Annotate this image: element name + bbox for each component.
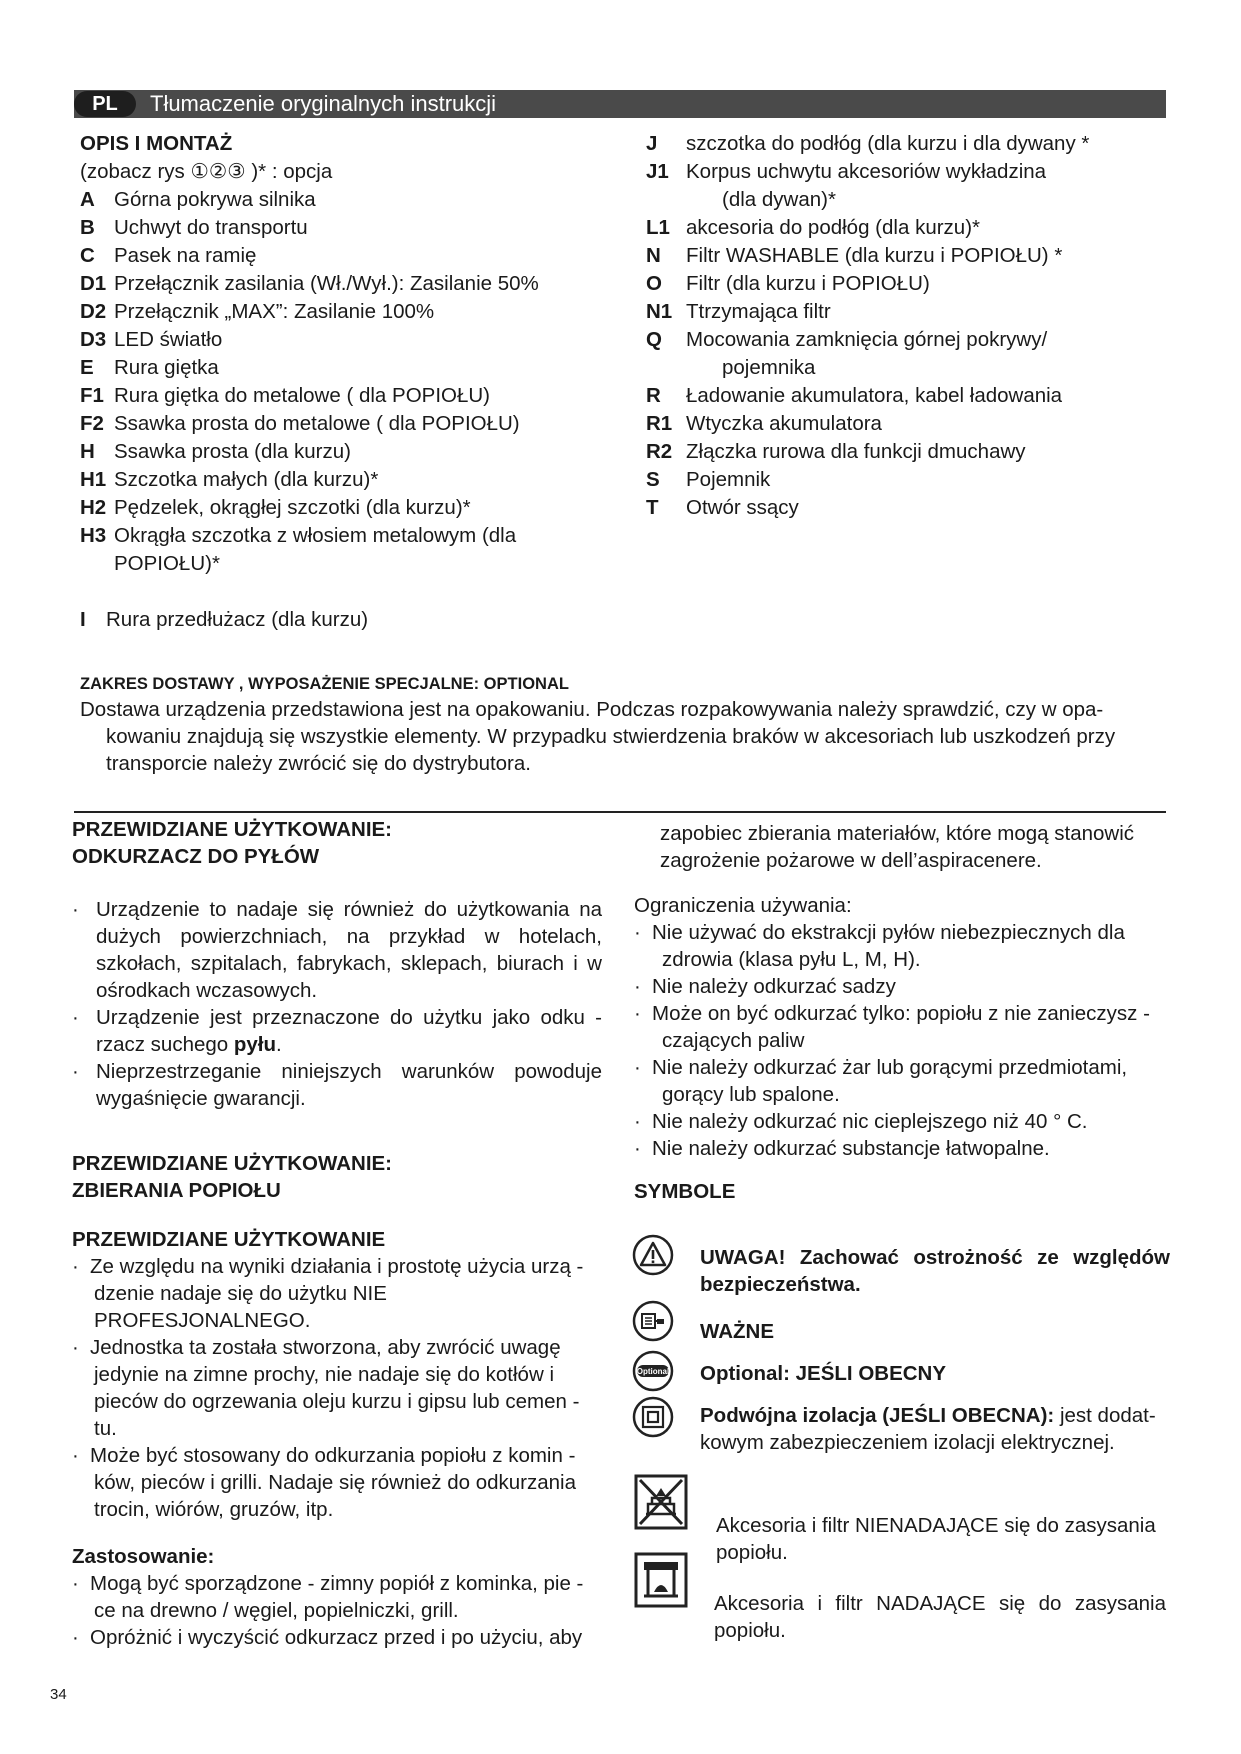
parts-list-item: [80, 494, 600, 522]
item-text: Okrągła szczotka z włosiem metalowym (dla: [114, 524, 517, 547]
item-text: (dla dywan)*: [722, 188, 836, 211]
parts-list-item: [80, 382, 600, 410]
parts-list-item: [80, 242, 600, 270]
parts-list-item: [80, 298, 600, 326]
parts-list-item: [80, 270, 600, 298]
parts-list-item: [646, 410, 1166, 438]
suitable-text-1: Akcesoria i filtr NADAJĄCE się do zasysania: [714, 1592, 1166, 1615]
optional-icon-label: Optional: [636, 1367, 670, 1376]
warning-text-1: UWAGA! Zachować ostrożność ze względów: [700, 1246, 1170, 1269]
parts-list-item: [80, 326, 600, 354]
item-text: Złączka rurowa dla funkcji dmuchawy: [686, 440, 1026, 463]
item-key: O: [646, 272, 662, 295]
text-line: zdrowia (klasa pyłu L, M, H).: [662, 948, 921, 971]
item-text: Rura przedłużacz (dla kurzu): [106, 608, 369, 631]
item-key: J: [646, 132, 658, 155]
parts-list-item: [80, 186, 600, 214]
item-text: pojemnika: [722, 356, 816, 379]
item-key: N1: [646, 300, 673, 323]
parts-list-item: [646, 214, 1166, 242]
parts-list-item: [646, 466, 1166, 494]
item-text: Szczotka małych (dla kurzu)*: [114, 468, 379, 491]
usage1-heading-2: ODKURZACZ DO PYŁÓW: [72, 845, 320, 868]
item-key: D3: [80, 328, 107, 351]
parts-list-item: [646, 326, 1166, 354]
opis-right-list: [646, 130, 1166, 522]
parts-list-item: [646, 382, 1166, 410]
usage3-list: [72, 1253, 602, 1523]
usage1-bullets: [72, 896, 602, 1112]
item-text: akcesoria do podłóg (dla kurzu)*: [686, 216, 980, 239]
usage1-heading-1: PRZEWIDZIANE UŻYTKOWANIE:: [72, 818, 393, 841]
item-key: H2: [80, 496, 107, 519]
warning-icon: [632, 1234, 674, 1276]
double-insulation-text-1: Podwójna izolacja (JEŚLI OBECNA): jest dodat-: [700, 1404, 1156, 1427]
delivery-line-1: Dostawa urządzenia przedstawiona jest na opakowaniu. Podczas rozpakowywania należy sprawdzić, czy w opa-: [80, 698, 1104, 721]
item-text: Rura giętka: [114, 356, 219, 379]
parts-list-item: [80, 354, 600, 382]
item-key: J1: [646, 160, 669, 183]
item-text: Przełącznik „MAX”: Zasilanie 100%: [114, 300, 435, 323]
item-key: C: [80, 244, 95, 267]
item-key: D2: [80, 300, 107, 323]
item-text: Górna pokrywa silnika: [114, 188, 316, 211]
item-text: Ssawka prosta do metalowe ( dla POPIOŁU): [114, 412, 520, 435]
item-text: LED światło: [114, 328, 223, 351]
text-line: · Opróżnić i wyczyścić odkurzacz przed i po użyciu, aby: [72, 1626, 583, 1649]
item-key: F2: [80, 412, 104, 435]
item-text: Przełącznik zasilania (Wł./Wył.): Zasilanie 50%: [114, 272, 539, 295]
text-line: · Mogą być sporządzone - zimny popiół z kominka, pie -: [72, 1572, 584, 1595]
language-badge: PL: [74, 91, 136, 117]
item-key: N: [646, 244, 661, 267]
delivery-line-2: kowaniu znajdują się wszystkie elementy. W przypadku stwierdzenia braków w akcesoriach lub uszkodzeń przy: [106, 725, 1116, 748]
warning-text-2: bezpieczeństwa.: [700, 1273, 861, 1296]
item-text: Ładowanie akumulatora, kabel ładowania: [686, 384, 1063, 407]
item-key: R2: [646, 440, 673, 463]
item-key: F1: [80, 384, 104, 407]
usage2-heading-1: PRZEWIDZIANE UŻYTKOWANIE:: [72, 1152, 393, 1175]
text-line: trocin, wiórów, gruzów, itp.: [94, 1498, 334, 1521]
item-key: R: [646, 384, 661, 407]
item-key: H1: [80, 468, 107, 491]
item-key: A: [80, 188, 95, 211]
limits-heading: Ograniczenia używania:: [634, 894, 852, 917]
opis-heading: OPIS I MONTAŻ: [80, 132, 233, 155]
symbole-heading: SYMBOLE: [634, 1180, 736, 1203]
important-book-icon: [632, 1300, 674, 1342]
continued-line-1: zapobiec zbierania materiałów, które mogą stanowić: [660, 822, 1135, 845]
item-text: szczotka do podłóg (dla kurzu i dla dywany *: [686, 132, 1090, 155]
parts-list-item: [80, 438, 600, 466]
item-text: Otwór ssący: [686, 496, 799, 519]
text-line: jedynie na zimne prochy, nie nadaje się do kotłów i: [94, 1363, 554, 1386]
item-key: I: [80, 608, 86, 631]
text-line: tu.: [94, 1417, 117, 1440]
text-line: gorący lub spalone.: [662, 1083, 840, 1106]
item-text: Ttrzymająca filtr: [686, 300, 831, 323]
section-divider: [74, 811, 1166, 813]
text-line: · Nie należy odkurzać żar lub gorącymi przedmiotami,: [634, 1056, 1128, 1079]
parts-list-item: [80, 214, 600, 242]
text-line: pieców do ogrzewania oleju kurzu i gipsu lub cemen -: [94, 1390, 580, 1413]
optional-icon: [632, 1350, 674, 1392]
not-suitable-text-1: Akcesoria i filtr NIENADAJĄCE się do zasysania: [716, 1514, 1156, 1537]
delivery-section: [80, 672, 1170, 777]
usage-right-column: [634, 820, 1174, 1205]
parts-list-item: [80, 466, 600, 494]
parts-list-item: [80, 522, 600, 550]
item-text: Pojemnik: [686, 468, 771, 491]
item-text: Mocowania zamknięcia górnej pokrywy/: [686, 328, 1048, 351]
parts-list-item: [80, 550, 600, 578]
opis-left-column: [80, 130, 600, 634]
zastosowanie-heading: Zastosowanie:: [72, 1545, 215, 1568]
item-text: Korpus uchwytu akcesoriów wykładzina: [686, 160, 1047, 183]
item-key: Q: [646, 328, 662, 351]
item-key: R1: [646, 412, 673, 435]
item-text: Uchwyt do transportu: [114, 216, 308, 239]
parts-list-item: [646, 438, 1166, 466]
item-key: L1: [646, 216, 670, 239]
parts-list-item: [646, 298, 1166, 326]
text-line: · Ze względu na wyniki działania i prostotę użycia urzą -: [72, 1255, 584, 1278]
opis-right-column: [646, 130, 1166, 522]
parts-list-item: [80, 410, 600, 438]
usage1-bullet-1: · Urządzenie to nadaje się również do użytkowania na dużych powierzchniach, na przykład w hotelach, szkołach, szpitalach, fabrykach, sklepach, biurach i w ośrodkach wczasowych.: [72, 898, 602, 1002]
item-key: T: [646, 496, 659, 519]
double-insulation-text-2: kowym zabezpieczeniem izolacji elektrycznej.: [700, 1431, 1115, 1454]
text-line: · Nie należy odkurzać substancje łatwopalne.: [634, 1137, 1050, 1160]
zastosowanie-list: [72, 1570, 602, 1651]
continued-line-2: zagrożenie pożarowe w dell’aspiracenere.: [660, 849, 1042, 872]
opis-left-list: [80, 186, 600, 578]
not-suitable-for-ash-icon: [634, 1474, 688, 1530]
header-title: Tłumaczenie oryginalnych instrukcji: [150, 91, 497, 116]
item-key: H3: [80, 524, 107, 547]
text-line: · Może być stosowany do odkurzania popiołu z komin -: [72, 1444, 576, 1467]
parts-list-item: [646, 354, 1166, 382]
text-line: czających paliw: [662, 1029, 805, 1052]
item-text: POPIOŁU)*: [114, 552, 220, 575]
parts-list-item: [646, 270, 1166, 298]
page-number: 34: [50, 1686, 67, 1703]
limits-list: [634, 919, 1174, 1162]
usage1-bullet-3: · Nieprzestrzeganie niniejszych warunków powoduje wygaśnięcie gwarancji.: [72, 1060, 602, 1110]
opis-item-I: [80, 606, 600, 634]
parts-list-item: [646, 158, 1166, 186]
item-text: Pasek na ramię: [114, 244, 257, 267]
parts-list-item: [646, 494, 1166, 522]
delivery-heading: ZAKRES DOSTAWY , WYPOSAŻENIE SPECJALNE: OPTIONAL: [80, 675, 569, 693]
suitable-text-2: popiołu.: [714, 1619, 786, 1642]
double-insulation-icon: [632, 1396, 674, 1438]
usage3-heading: PRZEWIDZIANE UŻYTKOWANIE: [72, 1228, 386, 1251]
item-text: Rura giętka do metalowe ( dla POPIOŁU): [114, 384, 490, 407]
usage-left-column: [72, 816, 602, 1651]
item-key: S: [646, 468, 660, 491]
text-line: · Może on być odkurzać tylko: popiołu z nie zanieczysz -: [634, 1002, 1150, 1025]
parts-list-item: [646, 242, 1166, 270]
item-key: D1: [80, 272, 107, 295]
item-key: H: [80, 440, 95, 463]
suitable-for-ash-icon: [634, 1552, 688, 1608]
item-text: Filtr WASHABLE (dla kurzu i POPIOŁU) *: [686, 244, 1063, 267]
text-line: · Jednostka ta została stworzona, aby zwrócić uwagę: [72, 1336, 561, 1359]
parts-list-item: [646, 186, 1166, 214]
item-text: Filtr (dla kurzu i POPIOŁU): [686, 272, 930, 295]
item-key: E: [80, 356, 94, 379]
delivery-line-3: transporcie należy zwrócić się do dystrybutora.: [106, 752, 531, 775]
not-suitable-text-2: popiołu.: [716, 1541, 788, 1564]
parts-list-item: [646, 130, 1166, 158]
important-text: WAŻNE: [700, 1320, 775, 1343]
opis-subheading: (zobacz rys ①②③ )* : opcja: [80, 160, 333, 183]
item-text: Pędzelek, okrągłej szczotki (dla kurzu)*: [114, 496, 471, 519]
item-key: B: [80, 216, 95, 239]
usage2-heading-2: ZBIERANIA POPIOŁU: [72, 1179, 281, 1202]
usage1-bullet-2: · Urządzenie jest przeznaczone do użytku jako odku - rzacz suchego pyłu.: [72, 1006, 602, 1056]
text-line: · Nie należy odkurzać nic cieplejszego niż 40 ° C.: [634, 1110, 1088, 1133]
item-text: Ssawka prosta (dla kurzu): [114, 440, 351, 463]
optional-text: Optional: JEŚLI OBECNY: [700, 1362, 947, 1385]
text-line: · Nie należy odkurzać sadzy: [634, 975, 896, 998]
text-line: ce na drewno / węgiel, popielniczki, grill.: [94, 1599, 459, 1622]
text-line: · Nie używać do ekstrakcji pyłów niebezpiecznych dla: [634, 921, 1125, 944]
text-line: ków, pieców i grilli. Nadaje się również do odkurzania: [94, 1471, 576, 1494]
text-line: dzenie nadaje się do użytku NIE PROFESJONALNEGO.: [94, 1282, 387, 1332]
item-text: Wtyczka akumulatora: [686, 412, 882, 435]
